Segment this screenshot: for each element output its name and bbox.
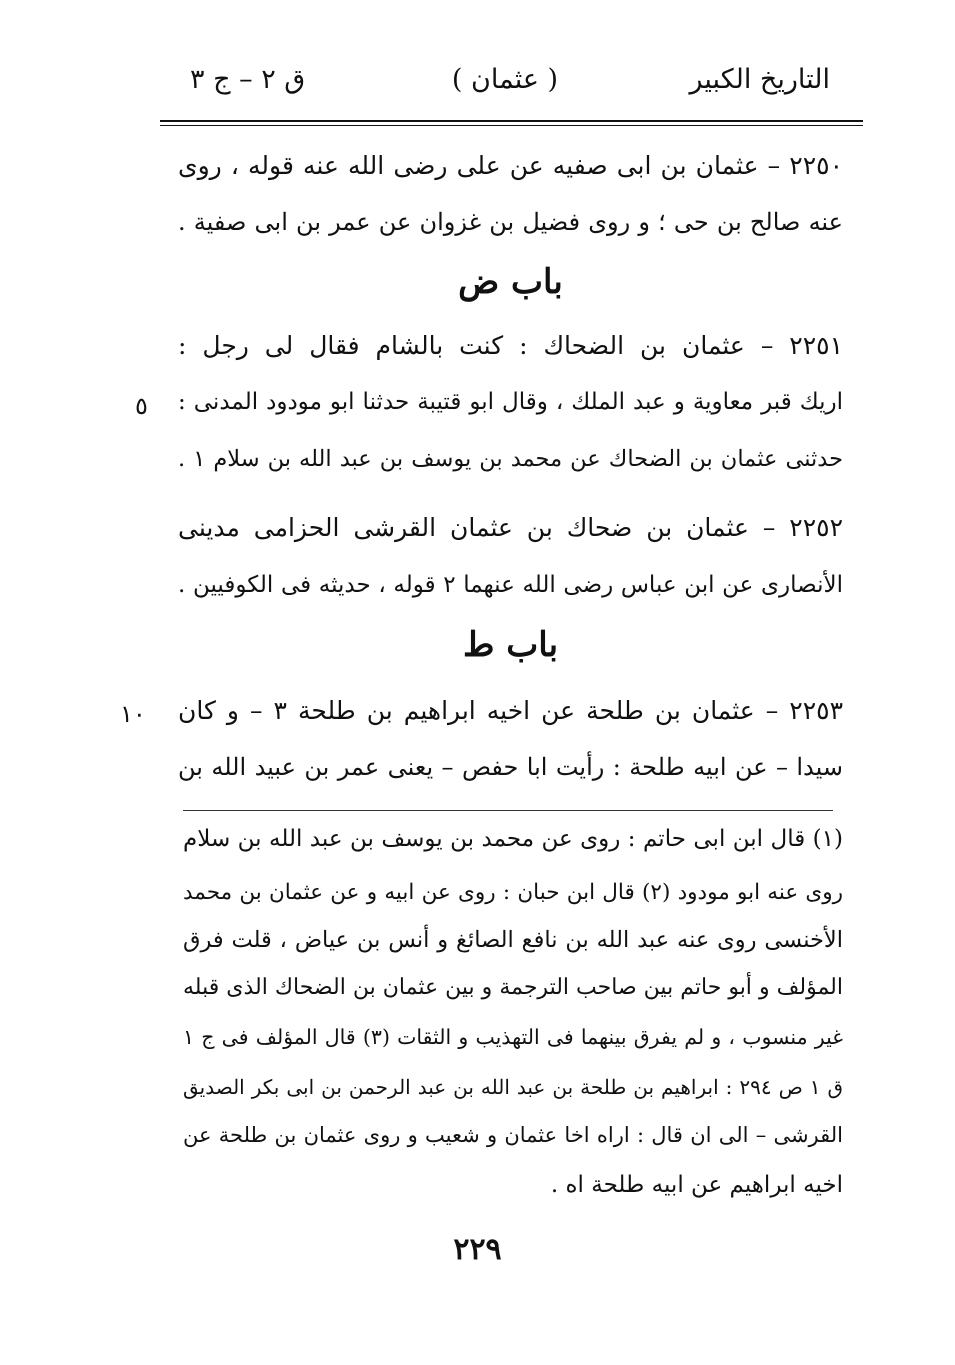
running-header [180, 58, 830, 104]
footnote-line: القرشى – الى ان قال : اراه اخا عثمان و شعيب و روى عثمان بن طلحة عن [183, 1123, 843, 1147]
entry-line: ٢٢٥١ – عثمان بن الضحاك : كنت بالشام فقال لى رجل : [178, 331, 843, 360]
footnote-line: ق ١ ص ٢٩٤ : ابراهيم بن طلحة بن عبد الله بن عبد الرحمن بن ابى بكر الصديق [183, 1075, 843, 1099]
entry-line: ٢٢٥٢ – عثمان بن ضحاك بن عثمان القرشى الحزامى مدينى [178, 513, 843, 542]
entry-line: الأنصارى عن ابن عباس رضى الله عنهما ٢ قوله ، حديثه فى الكوفيين . [178, 572, 844, 598]
entry-line: اريك قبر معاوية و عبد الملك ، وقال ابو قتيبة حدثنا ابو مودود المدنى : [178, 389, 843, 415]
header-rule-thick [160, 120, 863, 122]
footnote-line: المؤلف و أبو حاتم بين صاحب الترجمة و بين عثمان بن الضحاك الذى قبله [183, 975, 843, 1000]
footnote-rule [183, 810, 833, 811]
entry-line: عنه صالح بن حى ؛ و روى فضيل بن غزوان عن عمر بن ابى صفية . [178, 208, 843, 236]
footnote-line: (١) قال ابن ابى حاتم : روى عن محمد بن يوسف بن عبد الله بن سلام [183, 826, 843, 852]
book-title: التاريخ الكبير [689, 64, 830, 95]
line-number-10: ١٠ [120, 700, 146, 728]
volume-reference: ق ٢ – ج ٣ [190, 64, 306, 95]
header-rule-thin [160, 125, 863, 126]
footnote-line: روى عنه ابو مودود (٢) قال ابن حبان : روى عن ابيه و عن عثمان بن محمد [183, 880, 843, 905]
line-number-5: ٥ [135, 392, 148, 420]
footnote-line: اخيه ابراهيم عن ابيه طلحة اه . [550, 1172, 843, 1198]
page-number: ٢٢٩ [453, 1232, 502, 1267]
footnote-line: الأخنسى روى عنه عبد الله بن نافع الصائغ و أنس بن عياض ، قلت فرق [183, 927, 843, 953]
entry-line: سيدا – عن ابيه طلحة : رأيت ابا حفص – يعنى عمر بن عبيد الله بن [178, 753, 843, 781]
entry-line: حدثنى عثمان بن الضحاك عن محمد بن يوسف بن عبد الله بن سلام ١ . [178, 446, 843, 472]
entry-line: ٢٢٥٠ – عثمان بن ابى صفيه عن على رضى الله عنه قوله ، روى [178, 151, 843, 180]
footnote-line: غير منسوب ، و لم يفرق بينهما فى التهذيب و الثقات (٣) قال المؤلف فى ج ١ [183, 1025, 843, 1049]
section-title: ( عثمان ) [451, 64, 559, 95]
entry-line: ٢٢٥٣ – عثمان بن طلحة عن اخيه ابراهيم بن طلحة ٣ – و كان [178, 696, 843, 725]
chapter-heading-dad: باب ض [458, 262, 563, 302]
chapter-heading-ta: باب ط [462, 625, 559, 665]
